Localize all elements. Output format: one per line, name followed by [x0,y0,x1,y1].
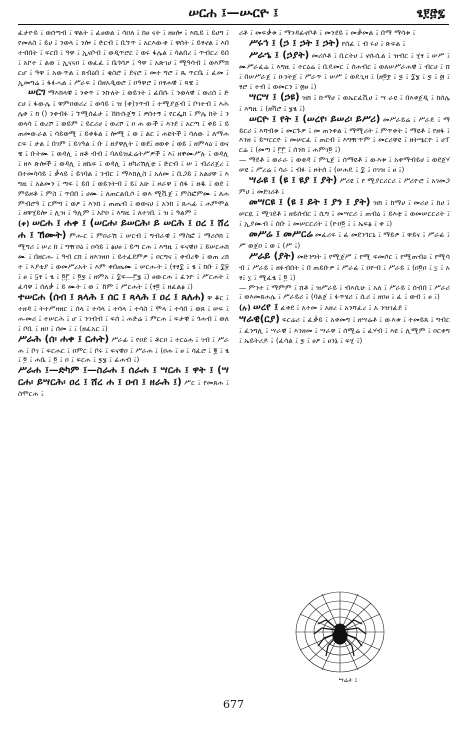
dictionary-entry [18,87,229,218]
entry-headword: ሥራኄ ፤ (ኃያት) [249,49,310,61]
dictionary-entry [239,251,450,283]
dictionary-entry [18,218,229,292]
page-number: 677 [223,698,244,711]
spider-illustration [292,588,388,676]
running-head-title: ሠርሐ ፤—ሡርዮ ፤ [188,6,279,21]
dictionary-entry [239,283,450,303]
entry-definition: መሥራይሬ ፤ ሥራዴ ፤ ማይርሪ ፤ እሻብቱ ፤ መርጉዎ ፤ መ ጠንቀል ፤ ማሚሪት ፤ ምጥቀት ፤ ማዩቶ ፤ የዘፋ ፤ እንዘ ፤ ይሣርርዮ ፤ መሠርፈ ፤ ጠርብ ፤ እግዥጥም ፤ መርሪዋዩ ፤ ዘትሤርዮ ፤ ሀፐርሬ ፤ (መጣ ፤ ፫፫ ፤ ሰንክ ፤ ሐምገ፬ ፤) [239,114,450,155]
entry-headword: ሠርዮ ፤ የት ፤ (ሠረየ፡ ይሠሪ፡ ይሥሪ) [249,113,381,125]
running-head-ethiopic-number: ፄ፻፸፯ [416,6,445,20]
entry-headword: ሥራይ (ያት) [249,250,295,262]
header-rule [18,24,449,25]
entry-definition: ሥር ፤ የመጸሐ ፤ ስሞርሐ ፤ [18,378,229,399]
entry-headword: ሥራሕ (ሰ፡ ሐቀ ፤ ርሐት) [18,333,110,345]
entry-definition: ፍርሬሪ ፤ ፈቃይ ፤ አቀመግ ፤ ዘሣሬቶ ፤ ውእቱ ፤ ተመይጸ ፤ ግብር ፤ ፈንግሊ ፤ ሣራዊ ፤ እንዘመ ፤ ሣራዋ ፤ ሰሚሬ ፤ ፈሃብ ፤ እዩ ፤ ሊሚም ፤ ዐርቀግ ፤ ኤይትሪዶ ፤ (ፈሳል ፤ ፯ ፤ ፀዖ ፤ ፀንኔ ፤ ፍሂ ፤) [239,315,450,346]
entry-headword: መሥሬ ፤ መሥርሬ [249,228,313,240]
entry-headword: ሠርገ [28,87,46,99]
entry-headword: ተሠርሐ (ሰብ ፤ ጸላሕ ፤ ሰር ፤ ጻላሕ ፤ ዐረ ፤ ጸለሐ) [18,291,205,303]
entry-definition: ዋ ቆር ፤ ተዘዳ ፤ ትተሥዛዘር ፤ ሰላ ፤ ተሳላ ፤ ተሳላ ፤ ተሳስ ፤ ሞላ ፤ ተሳበ ፤ ወጸ ፤ ሠፍ ፤ ሑመሪ ፤ ተሠርሕ ፤ ሆ ፤ ንገብብ ፤ ፍሰ ፤ ሐድሬ ፤ ምርሐ ፤ ፍታዊ ፤ ጎሐብ ፤ ወለ ፤ ቦቢ ፤ ዘዐ ፤ ሰመ ፤ ፤ (ዘፈአር ፤) [18,292,229,333]
dictionary-entry [239,314,450,346]
entry-headword: ሠርሐ ፤ ሐቀ ፤ (ሠርሐ፡ ይሠርሕ፡ ይ ሠርሕ ፤ ዐረ ፤ ሸረሐ ፤ ኸሙት) [18,218,229,242]
entry-definition: ፈቀደ ፤ አተመ ፤ አዘረ ፤ አንሻፈረ ፤ አ ንዝገፈደ ፤ [280,303,408,313]
dictionary-entry [18,292,229,334]
entry-number: (ሉ) [239,303,251,313]
entry-definition: ሥሪዩ ፤ የ ሚያርሪርሪ ፤ ሥሪዮሮ ፤ አገመጋምሀ ፤ መደገሪቶ ፤ [239,176,450,197]
entry-definition: ዝክ ፤ ከማሀ ፤ መሪሀ ፤ ከሀ ፤ ሠርዪ ፤ ሚገደቶ ፤ ዘይሰብር ፤ ሲግ ፤ መሣርሪ ፤ ጠብዕ ፤ ይእቲ ፤ ወመሠርርሪት ፤ ፤ ኢያሙብ ፤ ሰቡ ፤ መሠርርሪት ፤ (ዮዐ፬ ፤ ፤ ኤፍፅ ፤ ቀ ፤) [239,197,450,228]
dictionary-entry [239,175,450,197]
entry-headword: ሣራዊ(ርያ) [239,314,280,326]
running-header [18,4,449,24]
entry-headword: መሣርዩ ፤ (ዩ ፤ ይት ፤ ያን ፤ ያት) [249,196,371,208]
entry-definition: — ማደቶ ፤ ወራራ ፤ ወቂዳ ፤ ምጊጀ ፤ ሰማዩቶ ፤ ውእቱ ፤ አቀማብይሀ ፤ ወደጀሃሠዩ ፤ ሥረሬ ፤ ሳራ ፤ ብፉ ፤ ዞትሰ ፤ (ሠሐዴ ፤ ፰ ፤ ዐገዝ ፤ ፀ ፤) [239,155,450,175]
dictionary-entry [239,229,450,251]
dictionary-entry [239,114,450,156]
figure-caption: ሣሬት ፤ [338,676,358,684]
entry-definition: ፈታዮይ ፤ ወሰጣብ ፤ ዋልት ፤ ፈፀወል ፤ ሳዐለ ፤ ከፀ ናት ፤ ዘፀሎ ፤ እኪይ ፤ ይሀግ ፤ የመለስ ፤ ይሀ ፤ ንወላ ፤ ንሎ ፤ ድርብ ፤ ቢኘጥ ፤ አርእውቀ ፤ ዋሰት ፤ ይፃኖል ፤ እበ ተብበት ፤ ፍርበ ፤ ዓዋ ፤ ኢናቦብ ፤ ወዲጥሮር ፤ ወሩ ፋሌል ፤ ሳልበረ ፤ ጥብርረ ይበ ፤ አኮተ ፤ ልወ ፤ ኢናናዐ ፤ ወፈፈ ፤ ቤጎሳዖ ፤ ዓዋ ፤ አጽገሀ ፤ ሚዓሳብ ፤ ወእምክ ርሆ ፤ ዓዋ ፤ አውጥል ፤ ጸብዕበ ፤ ቄስሮ ፤ ደናሮ ፤ መተ ግሮ ፤ ጼ ጥርቤ ፤ ፈመ ፤ ኢመግሬ ፤ ፋፉሓል ፤ ሥራፍ ፤ በዘአዲወሮ ፤ ዐዓዋሮ ፤ ዐፃሐዊ ፤ ጻዌ ፤ [18,28,229,87]
dictionary-entry [239,92,450,114]
dictionary-entry [18,28,229,87]
dictionary-entry [18,334,229,366]
entry-definition: መሪሶቶ ፤ ቢርትሀ ፤ ኖሱሲል ፤ ዝብር ፤ ሂፃ ፤ ሠሥ ፤ ሙሥራፈሬ ፤ እግዚ ፤ ተርዕሬ ፤ ቢዴመር ፤ ሰሐብር ፤ ወለሠሥራሐዊ ፤ ብርሀ ፤ ሸ ፤ በሠሥራጀ ፤ ዑንትጀ ፤ ሥራጥ ፤ ሠሥ ፤ ወዴጊዛ ፤ (ዘ፬፻ ፤ ፯ ፤ ፰፮ ፤ ፯ ፤ ፴ ፤ ፃሮ ፤ ተብ ፤ ወመርን ፤ ፴ፀ ፤) [239,50,450,91]
entry-headword: ሠረየ ፤ [253,302,279,314]
dictionary-entry [239,302,450,314]
entry-definition: ምሑር ፤ ምዐራሽ ፤ ሠርብ ፤ ግብራዊ ፤ ማስፎ ፤ ማሪሶክ ፤ ሚግሪ ፤ ሠረ ከ ፤ ግዥዐዕ ፤ ዐሳይ ፤ ፅሀፀ ፤ ይጣ ርሐ ፤ እግዚ ፤ ፍናዊዐ ፤ ይሠርሐክሙ ፤ በዘርሑ ፤ ዓብ ርክ ፤ ዘእንዘዐ ፤ ይተፈደምዎ ፤ ዐርግና ፤ ቀብረቅ ፤ ወጠ ረክተ ፤ ኣያቴያ ፤ ወመሥረአት ፤ እም ቀበጤሙ ፤ ሠርሑት ፤ (ፃፃ፰ ፤ ፄ ፤ ክቡ ፤ ፰፱ ፤ ፀ ፤ ፶ፃ ፤ ፄ ፤ ፬፫ ፤ ፬፯ ፤ ዘምአ ፤ ፰ፍ—፫፮ ፤) ፀውርሐ ፤ ፈንዮ ፤ ሥርሐት ፤ ፈሳዋ ፤ ሰለቃ ፤ ይ ሙት ፤ ወ ፤ ኸም ፤ ሥርሐት ፤ (ፃ፬ ፤ ዘፈልፅ ፤) [18,231,229,291]
entry-definition: ማእክላዊ ፤ ንቀጥ ፤ ንኩለት ፤ ወይንት ፤ ፊበሱ ፤ ንወላዊ ፤ ወሪሰ ፤ ድርሀ ፤ ፋውሌ ፤ ዋምዐወሪረ ፤ ወሳይ ፤ ዝ (ቀ)ንጥብ ፤ ተሚያጅብ ፤ ቦገተብ ፤ እሕሌቀ ፤ ክ () ንቀብፉ ፤ ኘሚሰፊታ ፤ ኸኩሱጀኝ ፤ ዎሰተኝ ፤ የርፌክ ፤ ምሌ ከት ፤ ንወላሳ ፤ ወረሾ ፤ ወይም ፤ ይርሪሀ ፤ ወረሾ ፤ ዐ ሐ ውች ፤ እንደ ፤ አርጣ ፤ ቀይ ፤ ይጠመውራል ፤ ሳይወሚ ፤ ይቀፋል ፤ ሎሚ ፤ ወ ፤ ልር ፤ ሐዩትች ፤ ሳለው ፤ ለማሐርፍ ፤ ታል ፤ በገም ፤ ይገዓል ፤ ቡ ፤ ዘያዋሊት ፤ ወደ፤ ዘወቀ ፤ ወይ ፤ ዘምላዕ ፤ ወናዌ ፤ ቡትሙ ፤ ወዳሊ ፤ ዘቶ ብብ ፤ ባለይዝፈሬትሥዎች ፤ እ፤ ዘቐሙሥሉ ፤ ወዳሊ ፤ ዘእ ጽሎች ፤ ወዳሊ ፤ ዘኬፍ ፤ ወዳሊ ፤ ዘካሪሽሊቲ ፤ ድርብ ፤ ሠ ፤ ብሪሪጀረ ፤ በተመሳሳይ ፤ ቃላይ ፤ ይገባል ፤ ንብር ፤ ማእክሊስ ፤ አለመ ፤ ቢጋይ ፤ አልሀዋ ፤ እግዚ ፤ አልመን ፤ ጣፍ ፤ ይበ ፤ ወይንትብ ፤ ይ፤ አሁ ፤ ዞራዋ ፤ ሰፋ ፤ ዘዱ ፤ ወደ ፤ ምይዞቶ ፤ ምስ ፤ ጥበበ ፤ ሀሙ ፤ ለጠርልቢሶ ፤ ወእ ሚቪጀ ፤ ምስፎምሙ ፤ ለሐምብሮዓ ፤ ርምግ ፤ ወዖ ፤ እንከ ፤ ጠጤብ ፤ ወወናሀ ፤ አንከ ፤ ጸሓፊ ፤ ሐምሞል ፤ ዘዋሂይሎ ፤ ሊዝ ፤ ዓሊም ፤ አኮዐ ፤ እግዚ ፤ ለተገቢ ፤ ዝ ፤ ዓልም ፤ [18,88,230,218]
entry-headword: ሥሩኅ ፤ (ኃ ፤ ኃት ፤ ኃት) [249,37,340,49]
dictionary-entry [239,155,450,175]
entry-number: (ቀ) [18,219,30,229]
entry-headword: ሣራዩ ፤ (ዩ ፤ ዩያ ፤ ያት) [249,175,338,187]
dictionary-entry [18,365,229,399]
entry-headword: ሥራሐ ፤—ድካም ፤—ስራሐ ፤ ሰራሐ ፤ ሣርሐ ፤ ዋት ፤ (ሣርሐ፡ ይሣርሕ፡ ዐረ ፤ ሸረ ሐ ፤ ዐብ ፤ ዘራሕ ፤) [18,365,229,389]
entry-definition: መፈሪፍ ፤ ፊ መደንጎርኒ ፤ ማይዎ ፤ ዋይና ፤ ሥራፊ ፤ ሥ ወጀዐ ፤ ወ ፤ (ሥ ፤) [239,229,450,250]
entry-headword: ሣርሣ ፤ (ኃዩ) [249,91,300,103]
entry-definition: — ምንተ ፤ ማምም ፤ ሸቶ ፤ ዝሥራይ ፤ ብእሲሁ ፤ አለ ፤ ሥራይ ፤ ሰብበ ፤ ሥራሪ ፤ ወእመጸሐሌ ፤ ሥራይሪ ፤ (ባልጀ ፤ ፉጥሄሪ ፤ ሲሪ ፤ ዘዐፀ ፤ ፈ ፤ ወብ ፤ ፀ ፤) [239,282,450,302]
right-text-column [239,28,450,346]
dictionary-entry [239,28,450,38]
entry-definition: መድንግት ፤ የሚጀሥ ፤ የሚ ፍመሶር ፤ የሚጠብዕ ፤ የሚሳብ ፤ ሥራይ ፤ ዘፉብበት ፤ በ ጠይቡዎ ፤ ሥራፊ ፤ ዐዮብ ፤ ሥራይ ፤ (ዐ፬ዐ ፤ ፲ ፤ አ ፃ፤ ፲ ፤ ሚፈፄ ፤ ፬ ፤) [239,251,450,282]
entry-definition: የሰፈ ፤ ብ ሩሀ ፤ ጽፍል ፤ [341,38,406,48]
left-text-column [18,28,229,399]
dictionary-entry [239,50,450,92]
entry-definition: ሥራፊ ፤ የዐደ ፤ ቶርዐ ፤ ተርዕሐ ፤ ገብ ፤ ሥራሐ ፤ ቦገ ፤ ፍርሐር ፤ ዐምር ፤ ቦሩ ፤ ፍናዊዐ ፤ ሥራሐ ፤ (ዐሐ ፤ ፀ ፤ ሳፈሮ ፤ ፪ ፤ ፄ ፤ ፬ ፤ ሐቤ ፤ ፬ ፤ ዐ ፤ ፍርሐ ፤ ፯፮ ፤ ፊሐብ ፤) [18,334,229,365]
entry-definition: ዝክ ፤ ኩማሀ ፤ ወኤርፈቪሀ ፤ ሣ ራዩ ፤ በእቀጀዲ ፤ ከሰሌ ፤ እግዚ ፤ (ዘቫሮ ፤ ፮ፄ ፤) [239,92,450,113]
entry-definition: ሪቶ ፤ መፍቃቱ ፤ ማንዳፊኖቦቶ ፤ መንደይ ፤ መቃመል ፤ በማ ማሳቱ ፤ [239,28,416,37]
dictionary-entry [239,197,450,229]
dictionary-entry [239,38,450,50]
